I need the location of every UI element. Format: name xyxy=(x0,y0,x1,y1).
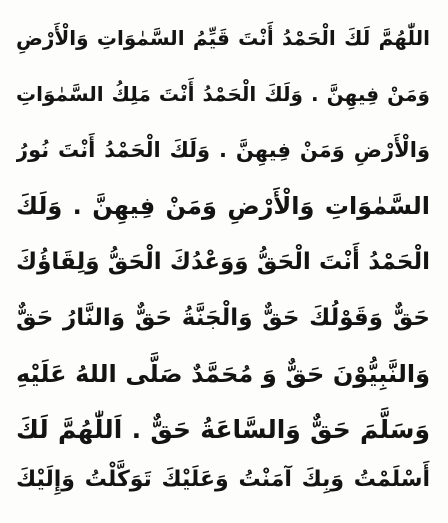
text-line: الْحَمْدُ أَنْتَ الْحَقُّ وَوَعْدُكَ الْحَقُّ وَلِقَاؤُكَ xyxy=(16,249,430,275)
text-line: أَسْلَمْتُ وَبِكَ آمَنْتُ وَعَلَيْكَ تَوَكَّلْتُ وَإِلَيْكَ xyxy=(16,467,430,492)
text-line: وَالنَّبِيُّوْنَ حَقٌّ وَ مُحَمَّدٌ صَلَّى اللهُ عَلَيْهِ xyxy=(16,360,430,388)
arabic-prayer-text xyxy=(16,10,430,502)
text-line: وَالْأَرْضِ وَمَنْ فِيهِنَّ . وَلَكَ الْحَمْدُ أَنْتَ نُورُ xyxy=(16,138,430,162)
text-line: السَّمٰوَاتِ وَالْأَرْضِ وَمَنْ فِيهِنَّ . وَلَكَ xyxy=(16,192,430,220)
text-line: حَقٌّ وَقَوْلُكَ حَقٌّ وَالْجَنَّةُ حَقٌّ وَالنَّارُ حَقٌّ xyxy=(16,305,430,331)
text-line: وَمَنْ فِيهِنَّ . وَلَكَ الْحَمْدُ أَنْتَ مَلِكُ السَّمٰوَاتِ xyxy=(16,82,430,106)
text-line: وَسَلَّمَ حَقٌّ وَالسَّاعَةُ حَقٌّ . اَللّٰهُمَّ لَكَ xyxy=(16,415,430,444)
text-line: اللّٰهُمَّ لَكَ الْحَمْدُ أَنْتَ قَيِّمُ السَّمٰوَاتِ وَالْأَرْضِ xyxy=(16,26,430,50)
